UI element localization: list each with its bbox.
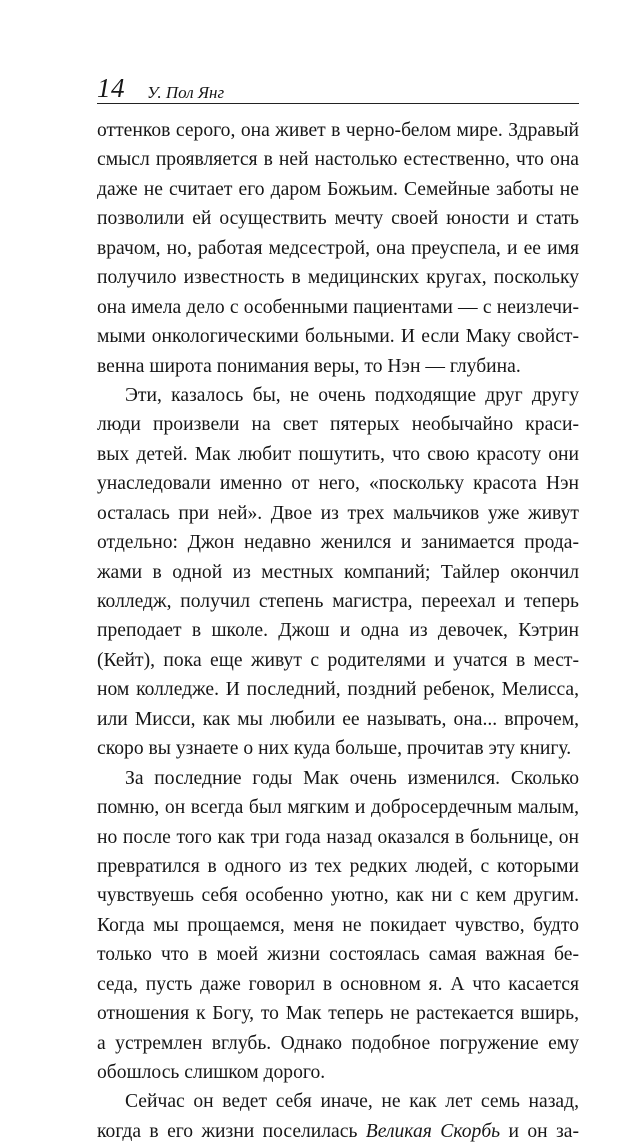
paragraph-1 [97,116,579,381]
text-line: (Кейт), пока еще живут с родителями и учатся в мест- [97,649,579,671]
text-line: жами в одной из местных компаний; Тайлер окончил [97,561,579,583]
text-line: скоро вы узнаете о них куда больше, прочитав эту книгу. [97,738,572,760]
text-line: позволили ей осуществить мечту своей юности и стать [97,208,579,230]
text-line: мыми онкологическими больными. И если Маку свойст- [97,326,579,348]
page-number: 14 [97,73,125,103]
text-line: преподает в школе. Джош и одна из девочек, Кэтрин [97,620,579,642]
text-line: помню, он всегда был мягким и добросердечным малым, [97,797,579,819]
text-line-with-italic [97,1117,579,1146]
text-line: венна широта понимания веры, то Нэн — глубина. [97,355,521,377]
text-line: оттенков серого, она живет в черно-белом мире. Здравый [97,120,579,141]
text-line: За последние годы Мак очень изменился. Сколько [125,767,579,789]
text-line: даже не считает его даром Божьим. Семейные заботы не [97,178,579,200]
text-line: врачом, но, работая медсестрой, она преуспела, и ее имя [97,237,579,259]
text-line: или Мисси, как мы любили ее называть, она... впрочем, [97,708,579,730]
text-line: но после того как три года назад оказался в больнице, он [97,826,579,848]
header-rule [97,103,579,104]
text-line: смысл проявляется в ней настолько естественно, что она [97,149,579,171]
running-head-author: У. Пол Янг [147,83,225,102]
text-line: люди произвели на свет пятерых необычайно краси- [97,414,579,436]
text-line: она имела дело с особенными пациентами — с неизлечи- [97,296,579,318]
text-line: ном колледже. И последний, поздний ребенок, Мелисса, [97,679,579,701]
text-line: Сейчас он ведет себя иначе, не как лет семь назад, [125,1091,579,1113]
text-line: получило известность в медицинских кругах, поскольку [97,267,579,289]
text-line: обошлось слишком дорого. [97,1062,326,1083]
text-line: отдельно: Джон недавно женился и занимается прода- [97,532,579,554]
text-line: а устремлен вглубь. Однако подобное погружение ему [97,1032,579,1054]
paragraph-4 [97,1087,579,1146]
text-line: Эти, казалось бы, не очень подходящие друг другу [125,384,579,406]
body-text [97,116,579,1146]
text-line: колледж, получил степень магистра, переехал и теперь [97,591,579,612]
paragraph-2 [97,381,579,764]
text-line: Когда мы прощаемся, меня не покидает чувство, будто [97,914,579,936]
text-line: вых детей. Мак любит пошутить, что свою красоту они [97,443,579,465]
text-line: превратился в одного из тех редких людей, с которыми [97,855,579,877]
text-line: осталась при ней». Двое из трех мальчиков уже живут [97,502,579,524]
text-line: унаследовали именно от него, «поскольку красота Нэн [97,473,579,495]
text-line: отношения к Богу, то Мак теперь не растекается вширь, [97,1003,579,1025]
text-line: только что в моей жизни состоялась самая важная бе- [97,944,579,966]
italic-title: Великая Скорбь [365,1120,501,1142]
text-run: когда в его жизни поселилась [97,1120,366,1142]
text-run: и он за- [500,1120,579,1142]
text-line: седа, пусть даже говорил в основном я. А что касается [97,973,579,995]
paragraph-3 [97,764,579,1088]
page-header [97,72,579,102]
text-line: чувствуешь себя особенно уютно, как ни с кем другим. [97,885,579,907]
